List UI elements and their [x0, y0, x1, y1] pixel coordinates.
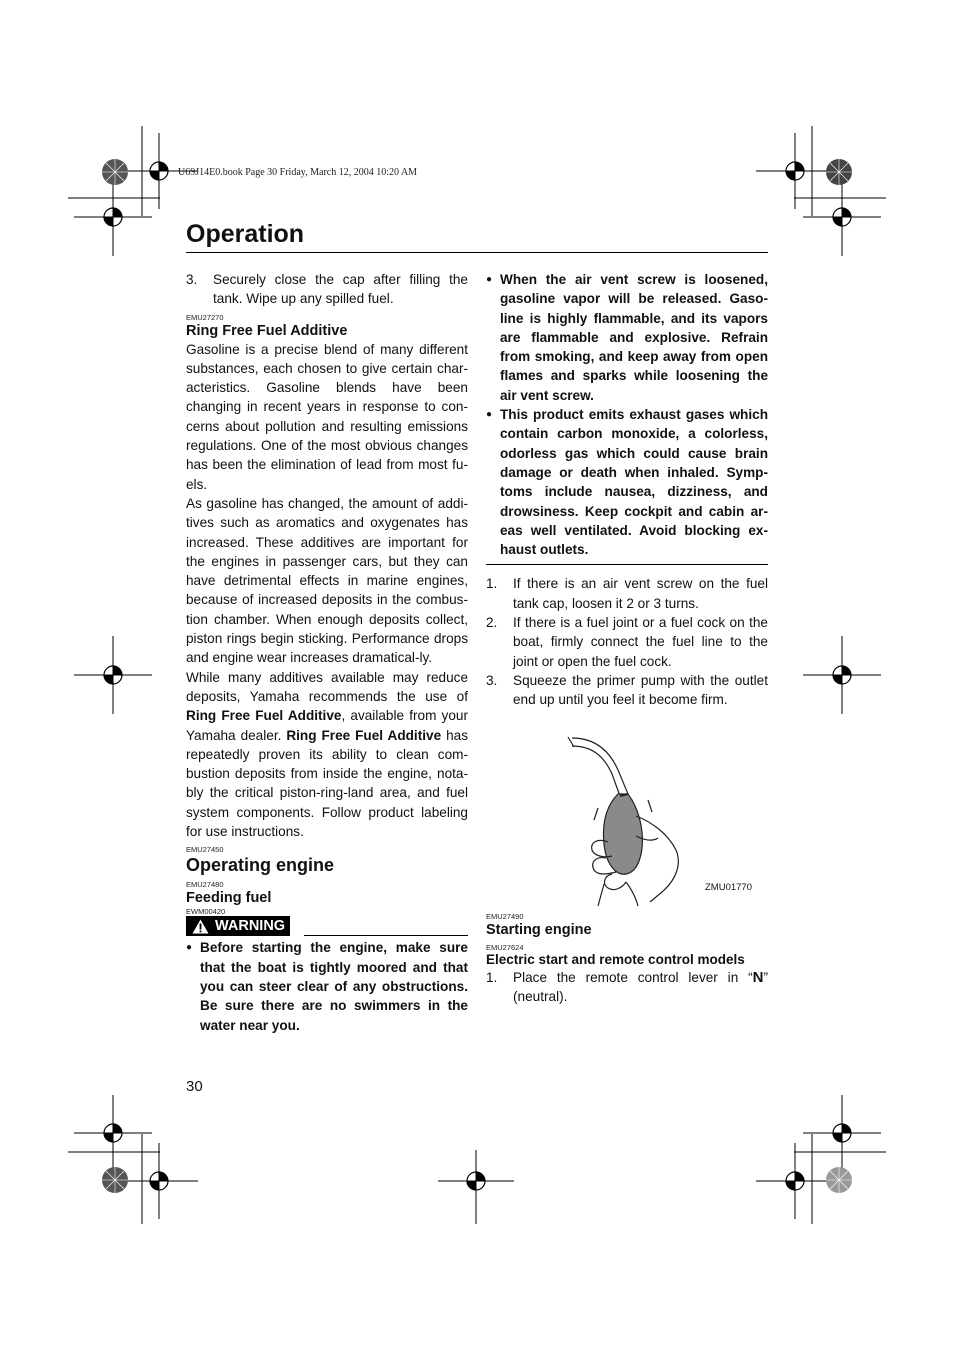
step-item [486, 574, 768, 613]
step-number: 1. [486, 576, 498, 592]
ring-free-heading: Ring Free Fuel Additive [186, 322, 348, 339]
bullet-text: This product emits exhaust gases which contain carbon monoxide, a colorless, odorless gas which could cause brain damage or death when inhaled. Symp-toms include nausea, dizziness, and drowsiness. Keep cockpit and cabin ar-eas well ventilated. Avoid blocking ex-haust outlets. [500, 407, 768, 558]
ref-code: EMU27480 [186, 880, 224, 890]
right-column [486, 270, 768, 1006]
warning-rule [304, 935, 468, 936]
step-item [486, 968, 768, 1007]
bullet-dot-icon: ● [186, 942, 193, 954]
operating-engine-heading: Operating engine [186, 855, 335, 876]
paragraph-text: While many additives available may reduce deposits, Yamaha recommends the use of [186, 669, 468, 704]
warning-bullet [486, 405, 768, 559]
page-title: Operation [186, 220, 305, 248]
bullet-text: Before starting the engine, make sure that the boat is tightly moored and that you can steer clear of any obstructions. Be sure there are no swimmers in the water near you. [200, 940, 468, 1033]
left-column [186, 270, 468, 1035]
title-rule [186, 252, 768, 253]
step-number: 3. [486, 672, 498, 688]
product-name: Ring Free Fuel Additive [286, 727, 442, 743]
warning-end-rule [486, 564, 768, 565]
step-number: 2. [486, 615, 498, 631]
step-item [486, 613, 768, 671]
step-number: 3. [186, 272, 198, 287]
bullet-dot-icon: ● [486, 274, 493, 285]
bullet-dot-icon: ● [486, 409, 493, 421]
primer-pump-illustration [486, 724, 768, 906]
print-header: U69J14E0.book Page 30 Friday, March 12, 2004 10:20 AM [178, 167, 418, 178]
paragraph [186, 668, 468, 842]
bullet-text: When the air vent screw is loosened, gasoline vapor will be released. Gaso-line is highly flammable, and its vapors are flammable and explosive. Refrain from smoking, and keep away from open flames and sparks while loosening the air vent screw. [500, 272, 768, 403]
warning-bullet [486, 270, 768, 405]
neutral-symbol: N [752, 968, 764, 986]
ref-code: EMU27624 [486, 942, 524, 952]
step-item [186, 270, 468, 309]
step-text-part: Place the remote control lever in “ [513, 969, 753, 985]
warning-header [186, 916, 468, 936]
step-text [513, 968, 768, 1007]
ref-code: EMU27490 [486, 911, 524, 921]
warning-badge [186, 916, 290, 936]
step-text-part: ” (neutral). [513, 969, 768, 1004]
warning-bullet [186, 938, 468, 1034]
paragraph-text: , available from your Yamaha dealer. [186, 708, 468, 743]
electric-start-heading: Electric start and remote control models [486, 951, 745, 967]
figure-code: ZMU01770 [705, 882, 752, 894]
step-text: If there is a fuel joint or a fuel cock on the boat, firmly connect the fuel line to the joint or open the fuel cock. [513, 615, 768, 669]
starting-engine-heading: Starting engine [486, 921, 592, 938]
ref-code: EMU27450 [186, 845, 224, 855]
feeding-fuel-heading: Feeding fuel [186, 890, 272, 907]
paragraph: As gasoline has changed, the amount of addi-tives such as aromatics and oxygenates has increased. These additives are important for the engines in passenger cars, but they can have detrimental effects in marine engines, because of increased deposits in the combus-tion chamber. When enough deposits collect, piston rings begin sticking. Performance drops and engine wear increases dramatical-ly. [186, 495, 468, 666]
step-text: Squeeze the primer pump with the outlet end up until you feel it become firm. [513, 672, 768, 708]
ref-code: EWM00420 [186, 907, 226, 917]
paragraph: Gasoline is a precise blend of many different substances, each chosen to give certain char-acteristics. Gasoline blends have been changing in recent years in response to con-cerns about pollution and resulting emissions regulations. One of the most obvious changes has been the elimination of lead from most fu-els. [186, 341, 468, 492]
warning-label: WARNING [215, 918, 286, 935]
step-text: Securely close the cap after filling the tank. Wipe up any spilled fuel. [213, 272, 468, 307]
paragraph-text: has repeatedly proven its ability to clean com-bustion deposits from inside the engine, nota-bly the critical piston-ring-land area, and fuel system components. Follow product labeling for use instructions. [186, 727, 468, 840]
page-number: 30 [186, 1078, 203, 1095]
step-number: 1. [486, 969, 498, 985]
step-text: If there is an air vent screw on the fuel tank cap, loosen it 2 or 3 turns. [513, 576, 768, 611]
product-name: Ring Free Fuel Additive [186, 708, 342, 724]
warning-triangle-icon [192, 919, 209, 934]
ref-code: EMU27270 [186, 312, 224, 322]
step-item [486, 671, 768, 710]
